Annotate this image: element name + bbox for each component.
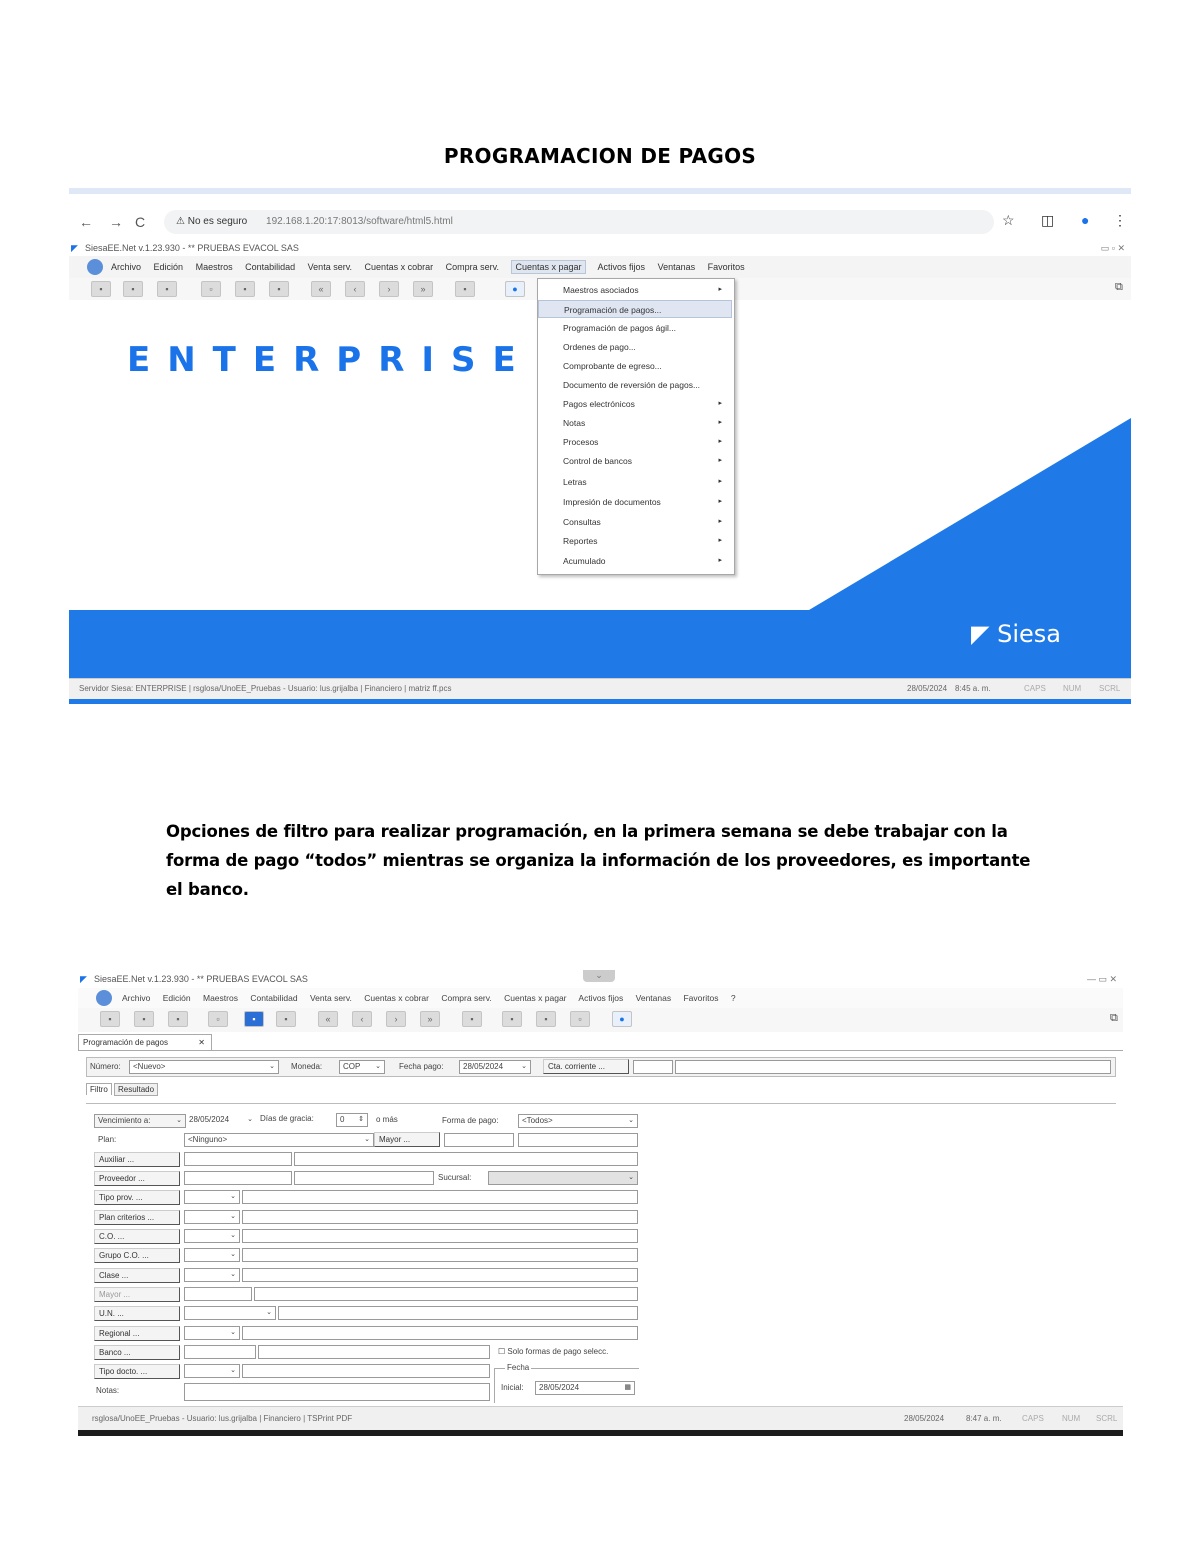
status-time: 8:47 a. m. (966, 1414, 1002, 1423)
dias-gracia-label: Días de gracia: (260, 1114, 314, 1123)
tipo-docto-select[interactable] (184, 1364, 240, 1378)
next-record-icon[interactable]: › (386, 1011, 406, 1027)
dropdown-item[interactable] (538, 376, 732, 394)
siesa-logo-icon: ◤ (80, 974, 87, 984)
chevron-down-icon: ⌄ (230, 1329, 236, 1336)
copy-icon[interactable]: ▪ (168, 1011, 188, 1027)
tab-label: Programación de pagos (83, 1038, 168, 1047)
forward-arrow-icon[interactable]: → (109, 214, 123, 230)
dropdown-item[interactable] (538, 552, 732, 570)
report-icon[interactable]: ▪ (536, 1011, 556, 1027)
dropdown-item-label: Notas (563, 418, 586, 428)
siesa-menu-icon[interactable] (96, 990, 112, 1006)
forma-pago-select[interactable]: <Todos> ⌄ (518, 1114, 638, 1128)
proveedor-desc-input[interactable] (294, 1171, 434, 1185)
regional-button[interactable]: Regional ... (94, 1326, 180, 1341)
submenu-arrow-icon: ▸ (718, 400, 722, 407)
tipo-prov-button[interactable]: Tipo prov. ... (94, 1190, 180, 1205)
menu-archivo[interactable]: Archivo (111, 262, 142, 272)
un-desc-input[interactable] (278, 1306, 638, 1320)
siesa-brand-label: Siesa (997, 620, 1061, 648)
submenu-arrow-icon: ▸ (718, 498, 722, 505)
open-icon[interactable]: ▪ (123, 281, 143, 297)
last-record-icon[interactable]: » (413, 281, 433, 297)
app-title: SiesaEE.Net v.1.23.930 - ** PRUEBAS EVACOL SAS (85, 243, 299, 253)
proveedor-code-input[interactable] (184, 1171, 292, 1185)
menu-ventanas[interactable]: Ventanas (657, 262, 696, 272)
taskbar (78, 1430, 1123, 1436)
chevron-down-icon: ⌄ (230, 1251, 236, 1258)
help-icon[interactable]: ● (505, 281, 525, 297)
menu-edicion[interactable]: Edición (162, 993, 191, 1003)
clase-desc-input[interactable] (242, 1268, 638, 1282)
chevron-down-icon: ⌄ (266, 1309, 272, 1316)
siesa-logo-icon: ◤ (71, 243, 78, 253)
sucursal-select[interactable] (488, 1171, 638, 1185)
dropdown-item[interactable] (538, 281, 732, 299)
auxiliar-code-input[interactable] (184, 1152, 292, 1166)
dropdown-item-label: Pagos electrónicos (563, 399, 635, 409)
plan-criterios-desc-input[interactable] (242, 1210, 638, 1224)
menu-cuentas-pagar[interactable]: Cuentas x pagar (511, 260, 585, 274)
banco-desc-input[interactable] (258, 1345, 490, 1359)
status-num: NUM (1063, 684, 1082, 693)
menu-cuentas-cobrar[interactable]: Cuentas x cobrar (364, 993, 429, 1003)
dropdown-item-label: Consultas (563, 517, 601, 527)
status-scrl: SCRL (1096, 1414, 1118, 1423)
close-tab-icon[interactable]: ✕ (198, 1038, 205, 1047)
menu-contabilidad[interactable]: Contabilidad (245, 262, 296, 272)
vencimiento-select[interactable]: Vencimiento a: ⌄ (94, 1114, 186, 1128)
mayor-desc-input[interactable] (518, 1133, 638, 1147)
submenu-arrow-icon: ▸ (718, 478, 722, 485)
menu-favoritos[interactable]: Favoritos (683, 993, 719, 1003)
chevron-down-icon: ⌄ (230, 1367, 236, 1374)
app-title: SiesaEE.Net v.1.23.930 - ** PRUEBAS EVACOL SAS (94, 974, 308, 984)
chevron-down-icon: ⌄ (628, 1117, 634, 1124)
un-button[interactable]: U.N. ... (94, 1306, 180, 1321)
menu-ventanas[interactable]: Ventanas (635, 993, 672, 1003)
dropdown-item-label: Impresión de documentos (563, 497, 661, 507)
reload-icon[interactable]: C (135, 214, 146, 230)
grupo-co-desc-input[interactable] (242, 1248, 638, 1262)
prev-record-icon[interactable]: ‹ (345, 281, 365, 297)
inicial-date-input[interactable]: 28/05/2024 ▦ (535, 1381, 635, 1395)
dropdown-item-label: Control de bancos (563, 456, 632, 466)
un-select[interactable] (184, 1306, 276, 1320)
dropdown-item-label: Programación de pagos ágil... (563, 323, 676, 333)
plan-select[interactable]: <Ninguno> ⌄ (184, 1133, 374, 1147)
subtabs (86, 1085, 158, 1094)
dropdown-item-label: Letras (563, 477, 587, 487)
tipo-prov-desc-input[interactable] (242, 1190, 638, 1204)
menu-venta-serv[interactable]: Venta serv. (309, 993, 352, 1003)
app-title-bar (78, 970, 1123, 988)
notas-label: Notas: (96, 1386, 120, 1395)
save-icon[interactable]: ▪ (100, 1011, 120, 1027)
grid-icon[interactable]: ▫ (570, 1011, 590, 1027)
moneda-label: Moneda: (291, 1062, 323, 1071)
restore-icon[interactable]: ⧉ (1115, 281, 1123, 293)
tab-programacion-pagos[interactable] (78, 1034, 212, 1050)
help-icon[interactable]: ● (612, 1011, 632, 1027)
regional-select[interactable] (184, 1326, 240, 1340)
chevron-down-icon: ⌄ (230, 1271, 236, 1278)
chevron-down-icon: ⌄ (521, 1063, 527, 1070)
status-left: rsglosa/UnoEE_Pruebas - Usuario: lus.grijalba | Financiero | TSPrint PDF (92, 1414, 353, 1423)
fecha-group (494, 1363, 639, 1403)
menu-cuentas-cobrar[interactable]: Cuentas x cobrar (364, 262, 434, 272)
profile-icon[interactable]: ● (1081, 212, 1090, 228)
dropdown-item-label: Comprobante de egreso... (563, 361, 662, 371)
banco-button[interactable]: Banco ... (94, 1345, 180, 1360)
numero-label: Número: (90, 1062, 121, 1071)
submenu-arrow-icon: ▸ (718, 286, 722, 293)
menu-favoritos[interactable]: Favoritos (707, 262, 745, 272)
submenu-arrow-icon: ▸ (718, 537, 722, 544)
solo-formas-checkbox[interactable]: ☐ Solo formas de pago selecc. (498, 1347, 609, 1356)
chevron-down-icon: ⌄ (269, 1063, 275, 1070)
clase-select[interactable] (184, 1268, 240, 1282)
dropdown-item-label: Programación de pagos... (564, 305, 662, 315)
instruction-paragraph: Opciones de filtro para realizar programación, en la primera semana se debe trabajar con la forma de pago “todos” mientras se organiza la información de los proveedores, es importante el banco. (166, 822, 1031, 899)
dropdown-item[interactable] (538, 433, 732, 451)
prev-record-icon[interactable]: ‹ (352, 1011, 372, 1027)
dropdown-item[interactable] (538, 532, 732, 550)
status-date: 28/05/2024 (904, 1414, 945, 1423)
find-icon[interactable]: ▫ (208, 1011, 228, 1027)
dropdown-item[interactable] (538, 338, 732, 356)
dropdown-item[interactable] (538, 452, 732, 470)
menu-compra-serv[interactable]: Compra serv. (445, 262, 499, 272)
last-record-icon[interactable]: » (420, 1011, 440, 1027)
menu-edicion[interactable]: Edición (153, 262, 184, 272)
submenu-arrow-icon: ▸ (718, 518, 722, 525)
auxiliar-button[interactable]: Auxiliar ... (94, 1152, 180, 1167)
url-text: 192.168.1.20:17:8013/software/html5.html (266, 216, 453, 227)
status-bar (69, 678, 1131, 699)
menu-archivo[interactable]: Archivo (122, 993, 151, 1003)
chevron-down-icon: ⌄ (628, 1174, 634, 1181)
auxiliar-desc-input[interactable] (294, 1152, 638, 1166)
co-desc-input[interactable] (242, 1229, 638, 1243)
chevron-down-icon: ⌄ (230, 1193, 236, 1200)
enterprise-wordmark: ENTERPRISE (127, 340, 533, 380)
dropdown-item[interactable] (538, 357, 732, 375)
status-caps: CAPS (1022, 1414, 1044, 1423)
cta-description-input[interactable] (675, 1060, 1111, 1074)
spinner-icon: ⇕ (358, 1116, 364, 1123)
submenu-arrow-icon: ▸ (718, 419, 722, 426)
dropdown-item[interactable] (538, 513, 732, 531)
screenshot-menu-navigation (69, 188, 1131, 704)
dropdown-item[interactable] (538, 493, 732, 511)
app-title-bar (69, 240, 1131, 256)
dropdown-item-label: Acumulado (563, 556, 606, 566)
fecha-group-label: Fecha (505, 1361, 531, 1375)
dropdown-item-label: Maestros asociados (563, 285, 639, 295)
dropdown-item-label: Reportes (563, 536, 598, 546)
save-icon[interactable]: ▪ (91, 281, 111, 297)
delete-icon[interactable]: ▪ (269, 281, 289, 297)
chevron-down-icon: ⌄ (230, 1213, 236, 1220)
mayor2-code-input[interactable] (184, 1287, 252, 1301)
form-icon[interactable]: ▪ (235, 281, 255, 297)
cta-code-input[interactable] (633, 1060, 673, 1074)
dropdown-item[interactable] (538, 414, 732, 432)
cuentas-pagar-dropdown (537, 278, 735, 575)
header-row (86, 1057, 1116, 1077)
siesa-menu-icon[interactable] (87, 259, 103, 275)
clase-button[interactable]: Clase ... (94, 1268, 180, 1283)
screenshot-programacion-form (78, 970, 1123, 1436)
document-title: PROGRAMACION DE PAGOS (443, 144, 757, 168)
regional-desc-input[interactable] (242, 1326, 638, 1340)
co-button[interactable]: C.O. ... (94, 1229, 180, 1244)
restore-icon[interactable]: ⧉ (1110, 1012, 1118, 1024)
star-icon[interactable]: ☆ (1002, 212, 1015, 228)
open-icon[interactable]: ▪ (134, 1011, 154, 1027)
subtab-filtro[interactable]: Filtro (86, 1083, 112, 1095)
submenu-arrow-icon: ▸ (718, 557, 722, 564)
window-controls-icon[interactable]: ▭ ▫ ✕ (1100, 243, 1125, 253)
chevron-down-icon: ⌄ (230, 1232, 236, 1239)
forma-pago-label: Forma de pago: (442, 1116, 499, 1125)
status-time: 8:45 a. m. (955, 684, 991, 693)
menu-activos-fijos[interactable]: Activos fijos (597, 262, 646, 272)
mayor2-button[interactable]: Mayor ... (94, 1287, 180, 1302)
siesa-brand (971, 620, 1061, 648)
chevron-down-icon: ⌄ (176, 1117, 182, 1124)
grupo-co-button[interactable]: Grupo C.O. ... (94, 1248, 180, 1263)
toolbar (78, 1008, 1123, 1032)
chevron-down-icon: ⌄ (364, 1136, 370, 1143)
form-panel (78, 1050, 1123, 1407)
security-label: No es seguro (187, 216, 248, 227)
moneda-select[interactable]: COP ⌄ (339, 1060, 385, 1074)
tipo-docto-button[interactable]: Tipo docto. ... (94, 1364, 180, 1379)
tipo-prov-select[interactable] (184, 1190, 240, 1204)
menu-cuentas-pagar[interactable]: Cuentas x pagar (504, 993, 567, 1003)
menu-bar (78, 988, 1123, 1008)
copy-icon[interactable]: ▪ (157, 281, 177, 297)
first-record-icon[interactable]: « (311, 281, 331, 297)
sucursal-label: Sucursal: (438, 1173, 472, 1182)
dropdown-item[interactable] (538, 473, 732, 491)
dropdown-item-label: Documento de reversión de pagos... (563, 380, 701, 390)
menu-activos-fijos[interactable]: Activos fijos (578, 993, 624, 1003)
inicial-label: Inicial: (501, 1383, 524, 1392)
status-scrl: SCRL (1099, 684, 1121, 693)
dropdown-item[interactable] (538, 395, 732, 413)
address-bar[interactable] (164, 210, 994, 234)
calendar-icon: ▦ (624, 1384, 631, 1391)
dias-gracia-input[interactable]: 0 ⇕ (336, 1113, 368, 1127)
browser-toolbar (69, 200, 1131, 238)
dropdown-item-label: Ordenes de pago... (563, 342, 636, 352)
plan-criterios-select[interactable] (184, 1210, 240, 1224)
proveedor-button[interactable]: Proveedor ... (94, 1171, 180, 1186)
dias-suffix: o más (376, 1115, 398, 1124)
warning-icon: ⚠ (176, 216, 185, 227)
dropdown-item-label: Procesos (563, 437, 599, 447)
status-left: Servidor Siesa: ENTERPRISE | rsglosa/UnoEE_Pruebas - Usuario: lus.grijalba | Financiero | matriz ff.pcs (79, 684, 452, 693)
form-icon[interactable]: ▪ (244, 1011, 264, 1027)
export-icon[interactable]: ▪ (502, 1011, 522, 1027)
find-icon[interactable]: ▫ (201, 281, 221, 297)
chevron-down-icon: ⌄ (247, 1116, 253, 1123)
status-num: NUM (1062, 1414, 1081, 1423)
plan-criterios-button[interactable]: Plan criterios ... (94, 1210, 180, 1225)
collapse-chevron-icon[interactable]: ⌄ (583, 970, 615, 982)
notas-textarea[interactable] (184, 1383, 490, 1401)
status-date: 28/05/2024 (907, 684, 948, 693)
chevron-down-icon: ⌄ (375, 1063, 381, 1070)
co-select[interactable] (184, 1229, 240, 1243)
print-icon[interactable]: ▪ (462, 1011, 482, 1027)
mayor-code-input[interactable] (444, 1133, 514, 1147)
subtab-resultado[interactable]: Resultado (114, 1083, 158, 1096)
fecha-pago-input[interactable]: 28/05/2024 ⌄ (459, 1060, 531, 1074)
menu-maestros[interactable]: Maestros (195, 262, 233, 272)
checkbox-icon: ☐ (498, 1347, 506, 1356)
menu-venta-serv[interactable]: Venta serv. (307, 262, 353, 272)
back-arrow-icon[interactable]: ← (79, 214, 93, 230)
next-record-icon[interactable]: › (379, 281, 399, 297)
window-controls-icon[interactable]: — ▭ ✕ (1086, 974, 1117, 984)
fecha-pago-label: Fecha pago: (399, 1062, 444, 1071)
delete-icon[interactable]: ▪ (276, 1011, 296, 1027)
dropdown-item[interactable] (538, 300, 732, 318)
print-icon[interactable]: ▪ (455, 281, 475, 297)
mayor2-desc-input[interactable] (254, 1287, 638, 1301)
siesa-logo-icon: ◤ (971, 620, 990, 648)
extensions-icon[interactable]: ◫ (1041, 212, 1055, 228)
dropdown-item[interactable] (538, 319, 732, 337)
vencimiento-date[interactable]: 28/05/2024 ⌄ (186, 1114, 256, 1128)
more-menu-icon[interactable]: ⋮ (1113, 212, 1127, 228)
tipo-docto-desc-input[interactable] (242, 1364, 490, 1378)
mayor-button[interactable]: Mayor ... (374, 1132, 440, 1147)
menu-help[interactable]: ? (730, 993, 736, 1003)
submenu-arrow-icon: ▸ (718, 438, 722, 445)
status-bar (78, 1406, 1123, 1431)
menu-compra-serv[interactable]: Compra serv. (441, 993, 492, 1003)
grupo-co-select[interactable] (184, 1248, 240, 1262)
submenu-arrow-icon: ▸ (718, 457, 722, 464)
filter-area (86, 1103, 1116, 1404)
status-caps: CAPS (1024, 684, 1046, 693)
numero-select[interactable]: <Nuevo> ⌄ (129, 1060, 279, 1074)
first-record-icon[interactable]: « (318, 1011, 338, 1027)
cta-corriente-button[interactable]: Cta. corriente ... (543, 1059, 629, 1074)
banco-code-input[interactable] (184, 1345, 256, 1359)
menu-maestros[interactable]: Maestros (202, 993, 238, 1003)
menu-contabilidad[interactable]: Contabilidad (250, 993, 298, 1003)
plan-label: Plan: (98, 1135, 117, 1144)
menu-bar (69, 256, 1131, 278)
